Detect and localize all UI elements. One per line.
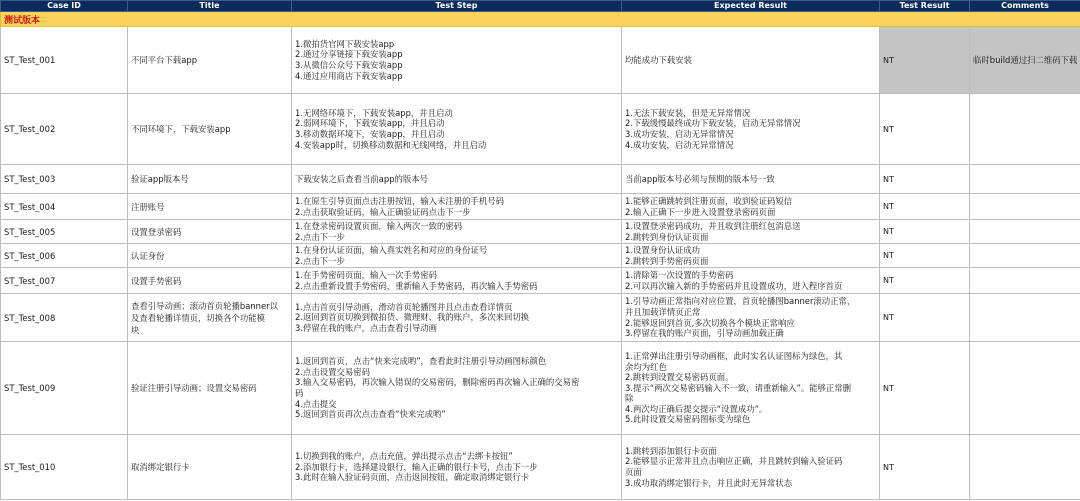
cell-line: 2.添加银行卡，选择建设银行，输入正确的银行卡号，点击下一步 xyxy=(295,461,538,472)
table-row xyxy=(1,268,1080,294)
expected-result-cell[interactable] xyxy=(622,220,880,244)
title-cell[interactable] xyxy=(128,342,292,435)
cell-line: 2.通过分享链接下载安装app xyxy=(295,49,403,60)
case-id-cell[interactable]: ST_Test_005 xyxy=(1,220,128,244)
cell-line: 取消绑定银行卡 xyxy=(131,462,190,472)
cell-line: 2.点击下一步 xyxy=(295,231,345,242)
cell-line: 3.此时在输入验证码页面，点击返回按钮，确定取消绑定银行卡 xyxy=(295,472,530,483)
cell-line: 认证身份 xyxy=(131,250,165,261)
test-result-cell[interactable]: NT xyxy=(880,268,970,294)
header-expected-result[interactable]: Expected Result xyxy=(622,1,880,12)
test-step-cell[interactable] xyxy=(292,194,622,220)
comments-cell[interactable] xyxy=(970,435,1080,500)
cell-line: 1.点击首页引导动画，滑动首页轮播图并且点击查看详情页 xyxy=(295,301,513,312)
cell-line: 1.清除第一次设置的手势密码 xyxy=(625,269,734,280)
cell-line: 4.点击提交 xyxy=(295,398,337,409)
title-cell[interactable] xyxy=(128,220,292,244)
comments-cell[interactable]: 临时build通过扫二维码下载 xyxy=(970,27,1080,94)
cell-line: 2.能够显示正常并且点击响应正确，并且跳转到输入验证码 xyxy=(625,456,843,467)
test-result-cell[interactable]: NT xyxy=(880,165,970,194)
cell-line: 2.点击获取验证码，输入正确验证码点击下一步 xyxy=(295,206,471,217)
cell-line: 查看引导动画；滚动首页轮播banner以 xyxy=(131,300,278,311)
cell-line: 2.跳转到身份认证页面 xyxy=(625,231,709,242)
cell-line: 3.提示“两次交易密码输入不一致，请重新输入”。能够正常删 xyxy=(625,382,852,393)
cell-line: 1.设置身份认证成功 xyxy=(625,244,700,255)
cell-line: 3.输入交易密码，再次输入错误的交易密码，删除密码再次输入正确的交易密 xyxy=(295,377,580,388)
cell-line: 验证app版本号 xyxy=(131,174,189,184)
comments-cell[interactable] xyxy=(970,194,1080,220)
cell-line: 1.返回到首页，点击“快来完成哟”，查看此时注册引导动画图标颜色 xyxy=(295,356,547,367)
test-step-cell[interactable] xyxy=(292,268,622,294)
header-case-id[interactable]: Case ID xyxy=(1,1,128,12)
test-step-cell[interactable] xyxy=(292,165,622,194)
cell-line: 4.两次均正确后提交提示“设置成功”。 xyxy=(625,403,768,414)
expected-result-cell[interactable] xyxy=(622,342,880,435)
comments-cell[interactable] xyxy=(970,342,1080,435)
cell-line: 2.弱网环境下，下载安装app，并且启动 xyxy=(295,118,445,129)
expected-result-cell[interactable] xyxy=(622,27,880,94)
cell-line: 4.通过应用商店下载安装app xyxy=(295,70,403,81)
cell-line: 注册账号 xyxy=(131,201,165,212)
cell-line: 1.切换到我的账户，点击充值，弹出提示点击“去绑卡按钮” xyxy=(295,451,513,462)
cell-line: 3.成功取消绑定银行卡，并且此时无异常状态 xyxy=(625,477,793,488)
cell-line: 设置登录密码 xyxy=(131,226,182,237)
case-id-cell[interactable]: ST_Test_003 xyxy=(1,165,128,194)
title-cell[interactable] xyxy=(128,268,292,294)
test-result-cell[interactable]: NT xyxy=(880,194,970,220)
title-cell[interactable] xyxy=(128,165,292,194)
test-result-cell[interactable]: NT xyxy=(880,94,970,165)
cell-line: 块 xyxy=(131,324,140,335)
case-id-cell[interactable]: ST_Test_004 xyxy=(1,194,128,220)
cell-line: 1.在身份认证页面，输入真实姓名和对应的身份证号 xyxy=(295,244,488,255)
test-result-cell[interactable]: NT xyxy=(880,294,970,342)
cell-line: 4.成功安装，启动无异常情况 xyxy=(625,139,734,150)
test-result-cell[interactable]: NT xyxy=(880,27,970,94)
expected-result-cell[interactable] xyxy=(622,268,880,294)
cell-line: 1.跳转到添加银行卡页面 xyxy=(625,445,717,456)
case-id-cell[interactable]: ST_Test_007 xyxy=(1,268,128,294)
cell-line: 5.此时设置交易密码图标变为绿色 xyxy=(625,414,751,425)
table-row xyxy=(1,27,1080,94)
cell-line: 不同平台下载app xyxy=(131,55,198,65)
cell-line: 设置手势密码 xyxy=(131,275,182,286)
cell-line: 2.输入正确下一步进入设置登录密码页面 xyxy=(625,206,776,217)
test-result-cell[interactable]: NT xyxy=(880,244,970,268)
table-row xyxy=(1,435,1080,500)
case-id-cell[interactable]: ST_Test_009 xyxy=(1,342,128,435)
test-step-cell[interactable] xyxy=(292,294,622,342)
test-result-cell[interactable]: NT xyxy=(880,435,970,500)
comments-cell[interactable] xyxy=(970,94,1080,165)
cell-line: 3.从微信公众号下载安装app xyxy=(295,60,403,70)
cell-line: 3.停留在我的账户页面，引导动画加载正确 xyxy=(625,328,784,339)
header-comments[interactable]: Comments xyxy=(970,1,1080,12)
cell-line: 2.点击下一步 xyxy=(295,255,345,266)
test-step-cell[interactable] xyxy=(292,342,622,435)
table-row xyxy=(1,194,1080,220)
title-cell[interactable] xyxy=(128,294,292,342)
table-row xyxy=(1,94,1080,165)
cell-line: 2.跳转到手势密码页面 xyxy=(625,255,709,266)
comments-cell[interactable] xyxy=(970,268,1080,294)
case-id-cell[interactable]: ST_Test_006 xyxy=(1,244,128,268)
title-cell[interactable] xyxy=(128,194,292,220)
table-row xyxy=(1,294,1080,342)
cell-line: 验证注册引导动画；设置交易密码 xyxy=(131,383,257,393)
cell-line: 1.在原生引导页面点击注册按钮，输入未注册的手机号码 xyxy=(295,195,504,206)
table-row xyxy=(1,220,1080,244)
expected-result-cell[interactable] xyxy=(622,244,880,268)
cell-line: 当前app版本号必须与预期的版本号一致 xyxy=(625,173,775,184)
cell-line: 2.能够返回到首页,多次切换各个模块正常响应 xyxy=(625,317,795,328)
cell-line: 2.点击重新设置手势密码，重新输入手势密码，再次输入手势密码 xyxy=(295,280,538,291)
case-id-cell[interactable]: ST_Test_002 xyxy=(1,94,128,165)
expected-result-cell[interactable] xyxy=(622,165,880,194)
comments-cell[interactable] xyxy=(970,165,1080,194)
header-test-step[interactable]: Test Step xyxy=(292,1,622,12)
table-row xyxy=(1,342,1080,435)
header-test-result[interactable]: Test Result xyxy=(880,1,970,12)
cell-line: 1.引导动画正常指向对应位置，首页轮播图banner滚动正常， xyxy=(625,296,856,307)
cell-line: 2.点击设置交易密码 xyxy=(295,366,370,377)
cell-line: 下载安装之后查看当前app的版本号 xyxy=(295,173,429,184)
cell-line: 除 xyxy=(625,393,634,404)
test-step-cell[interactable] xyxy=(292,94,622,165)
test-result-cell[interactable]: NT xyxy=(880,342,970,435)
test-result-cell[interactable]: NT xyxy=(880,220,970,244)
header-row xyxy=(1,1,1080,12)
title-cell[interactable] xyxy=(128,435,292,500)
title-cell[interactable] xyxy=(128,244,292,268)
test-step-cell[interactable] xyxy=(292,220,622,244)
title-cell[interactable] xyxy=(128,27,292,94)
table-row xyxy=(1,165,1080,194)
cell-line: 1.正常弹出注册引导动画框，此时实名认证图标为绿色，其 xyxy=(625,350,843,361)
header-title[interactable]: Title xyxy=(128,1,292,12)
title-cell[interactable] xyxy=(128,94,292,165)
expected-result-cell[interactable] xyxy=(622,294,880,342)
cell-line: 2.返回到首页切换到微拍货、微理财、我的账户，多次来回切换 xyxy=(295,312,530,323)
comments-cell[interactable] xyxy=(970,220,1080,244)
cell-line: 1.能够正确跳转到注册页面，收到验证码短信 xyxy=(625,195,793,206)
test-step-cell[interactable] xyxy=(292,27,622,94)
cell-line: 2.可以再次输入新的手势密码并且设置成功，进入程序首页 xyxy=(625,280,843,291)
cell-line: 1.无网络环境下，下载安装app，并且启动 xyxy=(295,107,453,118)
section-row xyxy=(1,12,1080,27)
expected-result-cell[interactable] xyxy=(622,194,880,220)
cell-line: 并且加载详情页正常 xyxy=(625,306,701,317)
cell-line: 1.无法下载安装，但是无异常情况 xyxy=(625,107,751,118)
comments-cell[interactable] xyxy=(970,244,1080,268)
cell-line: 1.在手势密码页面，输入一次手势密码 xyxy=(295,269,437,280)
expected-result-cell[interactable] xyxy=(622,94,880,165)
cell-line: 3.成功安装，启动无异常情况 xyxy=(625,129,734,139)
section-title[interactable]: 测试版本 xyxy=(1,12,1080,27)
cell-line: 余均为红色 xyxy=(625,361,667,372)
cell-line: 2.下载缓慢最终成功下载安装，启动无异常情况 xyxy=(625,118,801,129)
cell-line: 1.在登录密码设置页面，输入两次一致的密码 xyxy=(295,220,463,231)
case-id-cell[interactable]: ST_Test_001 xyxy=(1,27,128,94)
cell-line: 不同环境下，下载安装app xyxy=(131,124,231,134)
cell-line: 3.停留在我的账户，点击查看引导动画 xyxy=(295,322,437,333)
test-step-cell[interactable] xyxy=(292,244,622,268)
cell-line: 码 xyxy=(295,388,304,398)
test-step-cell[interactable] xyxy=(292,435,622,500)
comments-cell[interactable] xyxy=(970,294,1080,342)
cell-line: 2.跳转到设置交易密码页面。 xyxy=(625,372,734,383)
expected-result-cell[interactable] xyxy=(622,435,880,500)
table-row xyxy=(1,244,1080,268)
cell-line: 4.安装app时，切换移动数据和无线网络，并且启动 xyxy=(295,139,487,150)
cell-line: 3.移动数据环境下，安装app，并且启动 xyxy=(295,129,445,139)
cell-line: 1.设置登录密码成功，并且收到注册红包消息送 xyxy=(625,220,801,231)
cell-line: 1.微拍货官网下载安装app xyxy=(295,38,395,49)
cell-line: 均能成功下载安装 xyxy=(625,54,692,65)
cell-line: 及查看轮播详情页，切换各个功能模 xyxy=(131,312,265,323)
cell-line: 5.返回到首页再次点击查看“快来完成哟” xyxy=(295,409,446,420)
cell-line: 页面 xyxy=(625,467,642,477)
case-id-cell[interactable]: ST_Test_008 xyxy=(1,294,128,342)
case-id-cell[interactable]: ST_Test_010 xyxy=(1,435,128,500)
